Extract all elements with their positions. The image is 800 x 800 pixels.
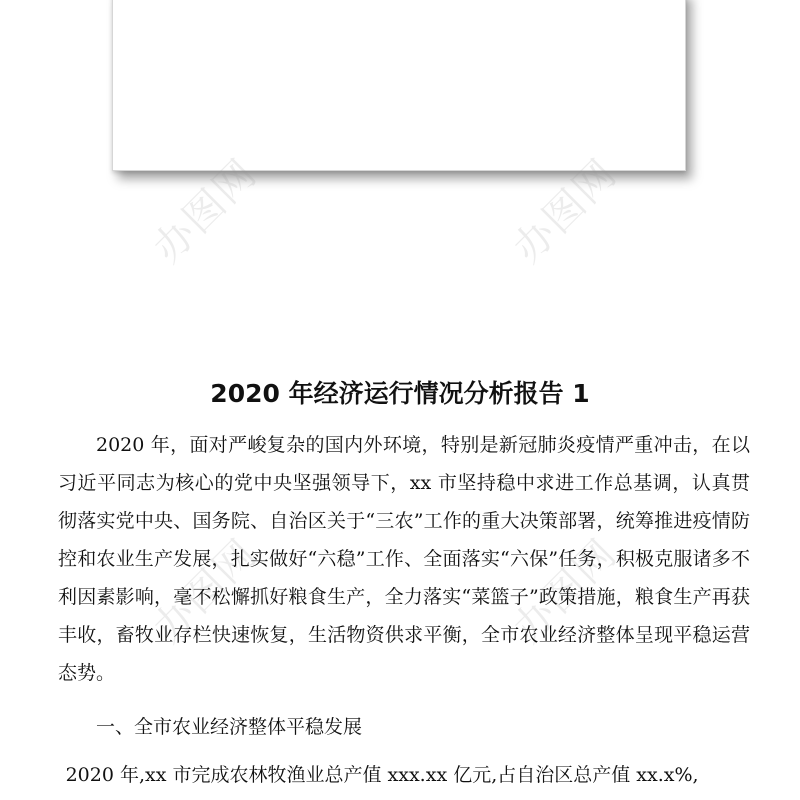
watermark-1: 办图网 — [144, 150, 267, 272]
section-heading-1: 一、全市农业经济整体平稳发展 — [96, 716, 363, 738]
watermark-4: 办图网 — [504, 530, 627, 652]
watermark-3: 办图网 — [144, 530, 267, 652]
section-paragraph-1: 2020 年,xx 市完成农林牧渔业总产值 xxx.xx 亿元,占自治区总产值 xx.x%, — [65, 764, 699, 786]
watermark-2: 办图网 — [504, 150, 627, 272]
document-title: 2020 年经济运行情况分析报告 1 — [210, 379, 590, 408]
intro-paragraph: 2020 年，面对严峻复杂的国内外环境，特别是新冠肺炎疫情严重冲击，在以习近平同志为核心的党中央坚强领导下，xx 市坚持稳中求进工作总基调，认真贯彻落实党中央、国务院、自治区关于“三农”工作的重大决策部署，统筹推进疫情防控和农业生产发展，扎实做好“六稳”工作、全面落实“六保”任务，积极克服诸多不利因素影响，毫不松懈抓好粮食生产，全力落实“菜篮子”政策措施，粮食生产再获丰收，畜牧业存栏快速恢复，生活物资供求平衡，全市农业经济整体呈现平稳运营态势。 — [58, 434, 750, 684]
cover-preview-card — [112, 0, 686, 171]
